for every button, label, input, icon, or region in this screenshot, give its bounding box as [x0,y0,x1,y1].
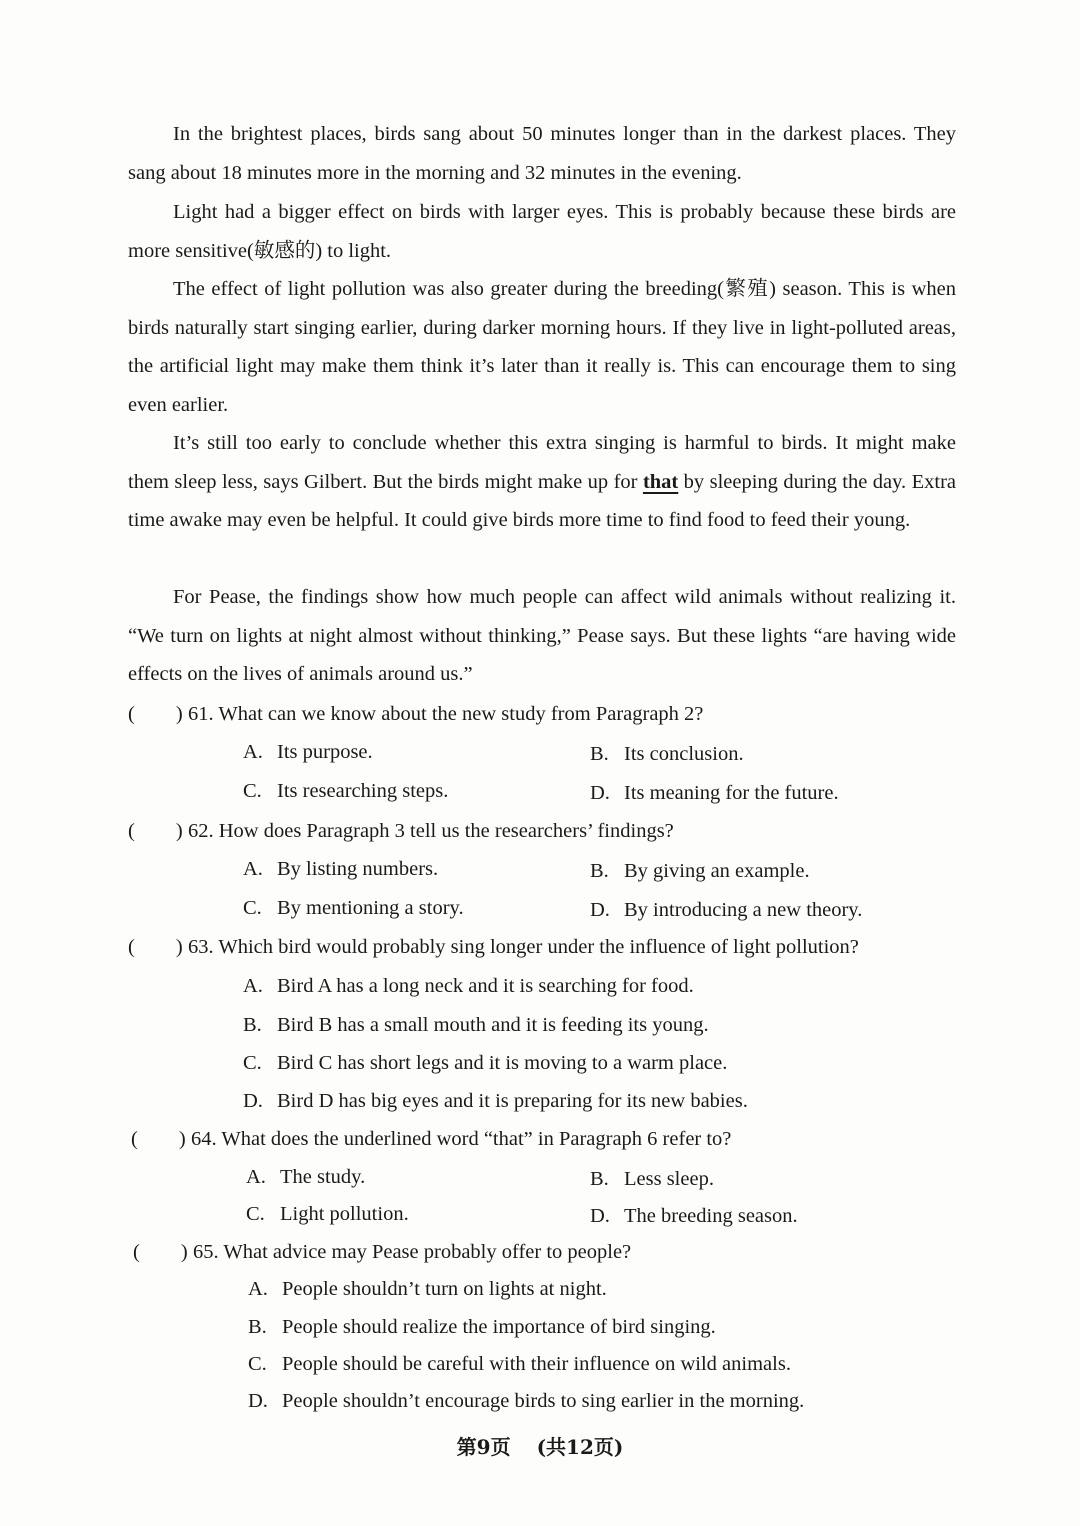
page-total: (共12页) [536,1435,624,1459]
option-text: The breeding season. [624,1205,798,1227]
paragraph-brightest-places: In the brightest places, birds sang about 50 minutes longer than in the darkest places. They sang about 18 minutes more in the morning and 32 minutes in the evening. [128,123,956,184]
option-letter: C. [243,1052,262,1074]
option-63-a[interactable] [243,971,694,1001]
option-65-d[interactable] [248,1386,804,1416]
option-letter: B. [590,1168,609,1190]
paragraph-extra-singing-part2: by sleeping during the day. Extra time awake may even be helpful. It could give birds more time to find food to feed their young. [128,470,956,531]
option-text: The study. [280,1166,366,1188]
option-letter: B. [243,1014,262,1036]
question-63 [128,932,968,962]
paragraph-extra-singing [128,424,956,540]
option-text: By giving an example. [624,860,810,882]
option-61-c[interactable] [243,776,448,806]
answer-blank[interactable]: ( ) [128,703,183,725]
option-letter: A. [243,741,263,763]
option-letter: D. [243,1090,263,1112]
option-letter: C. [246,1203,265,1225]
paragraph-pease-findings: For Pease, the findings show how much people can affect wild animals without realizing it. “We turn on lights at night almost without thinking,” Pease says. But these lights “are having wide effects on the lives of animals around us.” [128,586,956,685]
option-64-d[interactable] [590,1201,798,1231]
option-text: People shouldn’t turn on lights at night. [282,1278,607,1300]
option-63-d[interactable] [243,1086,748,1116]
paragraph-extra-singing-part1: It’s still too early to conclude whether this extra singing is harmful to birds. It might make them sleep less, says Gilbert. But the birds might make up for [128,432,956,493]
option-61-a[interactable] [243,737,373,767]
option-letter: B. [248,1316,267,1338]
option-letter: D. [590,1205,610,1227]
option-text: Bird A has a long neck and it is searching for food. [277,975,694,997]
option-text: By mentioning a story. [277,897,464,919]
question-text: How does Paragraph 3 tell us the researchers’ findings? [218,820,674,842]
question-65 [133,1237,973,1267]
paragraph-larger-eyes: Light had a bigger effect on birds with larger eyes. This is probably because these birds are more sensitive(敏感的) to light. [128,201,956,262]
option-letter: C. [243,780,262,802]
option-text: Bird C has short legs and it is moving to a warm place. [277,1052,728,1074]
option-65-a[interactable] [248,1274,607,1304]
option-letter: A. [246,1166,266,1188]
option-letter: B. [590,743,609,765]
option-letter: D. [590,782,610,804]
option-text: People should be careful with their influence on wild animals. [282,1353,791,1375]
answer-blank[interactable]: ( ) [128,936,183,958]
paragraph-breeding-season: The effect of light pollution was also greater during the breeding(繁殖) season. This is when birds naturally start singing earlier, during darker morning hours. If they live in light-polluted areas, the artificial light may make them think it’s later than it really is. This can encourage them to sing even earlier. [128,278,956,416]
option-text: Its researching steps. [277,780,449,802]
option-text: Bird B has a small mouth and it is feeding its young. [277,1014,709,1036]
answer-blank[interactable]: ( ) [128,820,183,842]
option-62-b[interactable] [590,856,810,886]
question-text: What does the underlined word “that” in Paragraph 6 refer to? [221,1128,732,1150]
question-64 [131,1124,971,1154]
option-text: Its conclusion. [624,743,744,765]
option-65-b[interactable] [248,1312,716,1342]
option-text: By listing numbers. [277,858,439,880]
option-text: People shouldn’t encourage birds to sing earlier in the morning. [282,1390,805,1412]
option-letter: A. [248,1278,268,1300]
question-text: Which bird would probably sing longer under the influence of light pollution? [218,936,859,958]
page-footer [0,1432,1080,1462]
question-number: 64. [191,1128,217,1150]
option-letter: D. [248,1390,268,1412]
option-text: By introducing a new theory. [624,899,863,921]
page-number: 第9页 [456,1435,511,1459]
option-64-b[interactable] [590,1164,714,1194]
option-61-d[interactable] [590,778,839,808]
option-text: People should realize the importance of bird singing. [282,1316,716,1338]
answer-blank[interactable]: ( ) [133,1241,188,1263]
option-62-c[interactable] [243,893,464,923]
option-61-b[interactable] [590,739,744,769]
option-text: Its meaning for the future. [624,782,839,804]
question-number: 61. [188,703,214,725]
option-text: Its purpose. [277,741,373,763]
option-63-c[interactable] [243,1048,727,1078]
option-letter: A. [243,858,263,880]
underlined-word-that: that [642,470,679,493]
option-text: Light pollution. [280,1203,409,1225]
question-text: What can we know about the new study from Paragraph 2? [218,703,704,725]
answer-blank[interactable]: ( ) [131,1128,186,1150]
option-letter: D. [590,899,610,921]
question-number: 63. [188,936,214,958]
question-62 [128,816,968,846]
option-62-d[interactable] [590,895,862,925]
option-text: Bird D has big eyes and it is preparing for its new babies. [277,1090,748,1112]
question-text: What advice may Pease probably offer to people? [223,1241,632,1263]
question-number: 62. [188,820,214,842]
option-65-c[interactable] [248,1349,791,1379]
option-64-a[interactable] [246,1162,365,1192]
option-letter: B. [590,860,609,882]
question-61 [128,699,968,729]
option-63-b[interactable] [243,1010,709,1040]
option-64-c[interactable] [246,1199,409,1229]
question-number: 65. [193,1241,219,1263]
option-letter: C. [248,1353,267,1375]
option-letter: C. [243,897,262,919]
option-letter: A. [243,975,263,997]
option-text: Less sleep. [624,1168,714,1190]
option-62-a[interactable] [243,854,438,884]
